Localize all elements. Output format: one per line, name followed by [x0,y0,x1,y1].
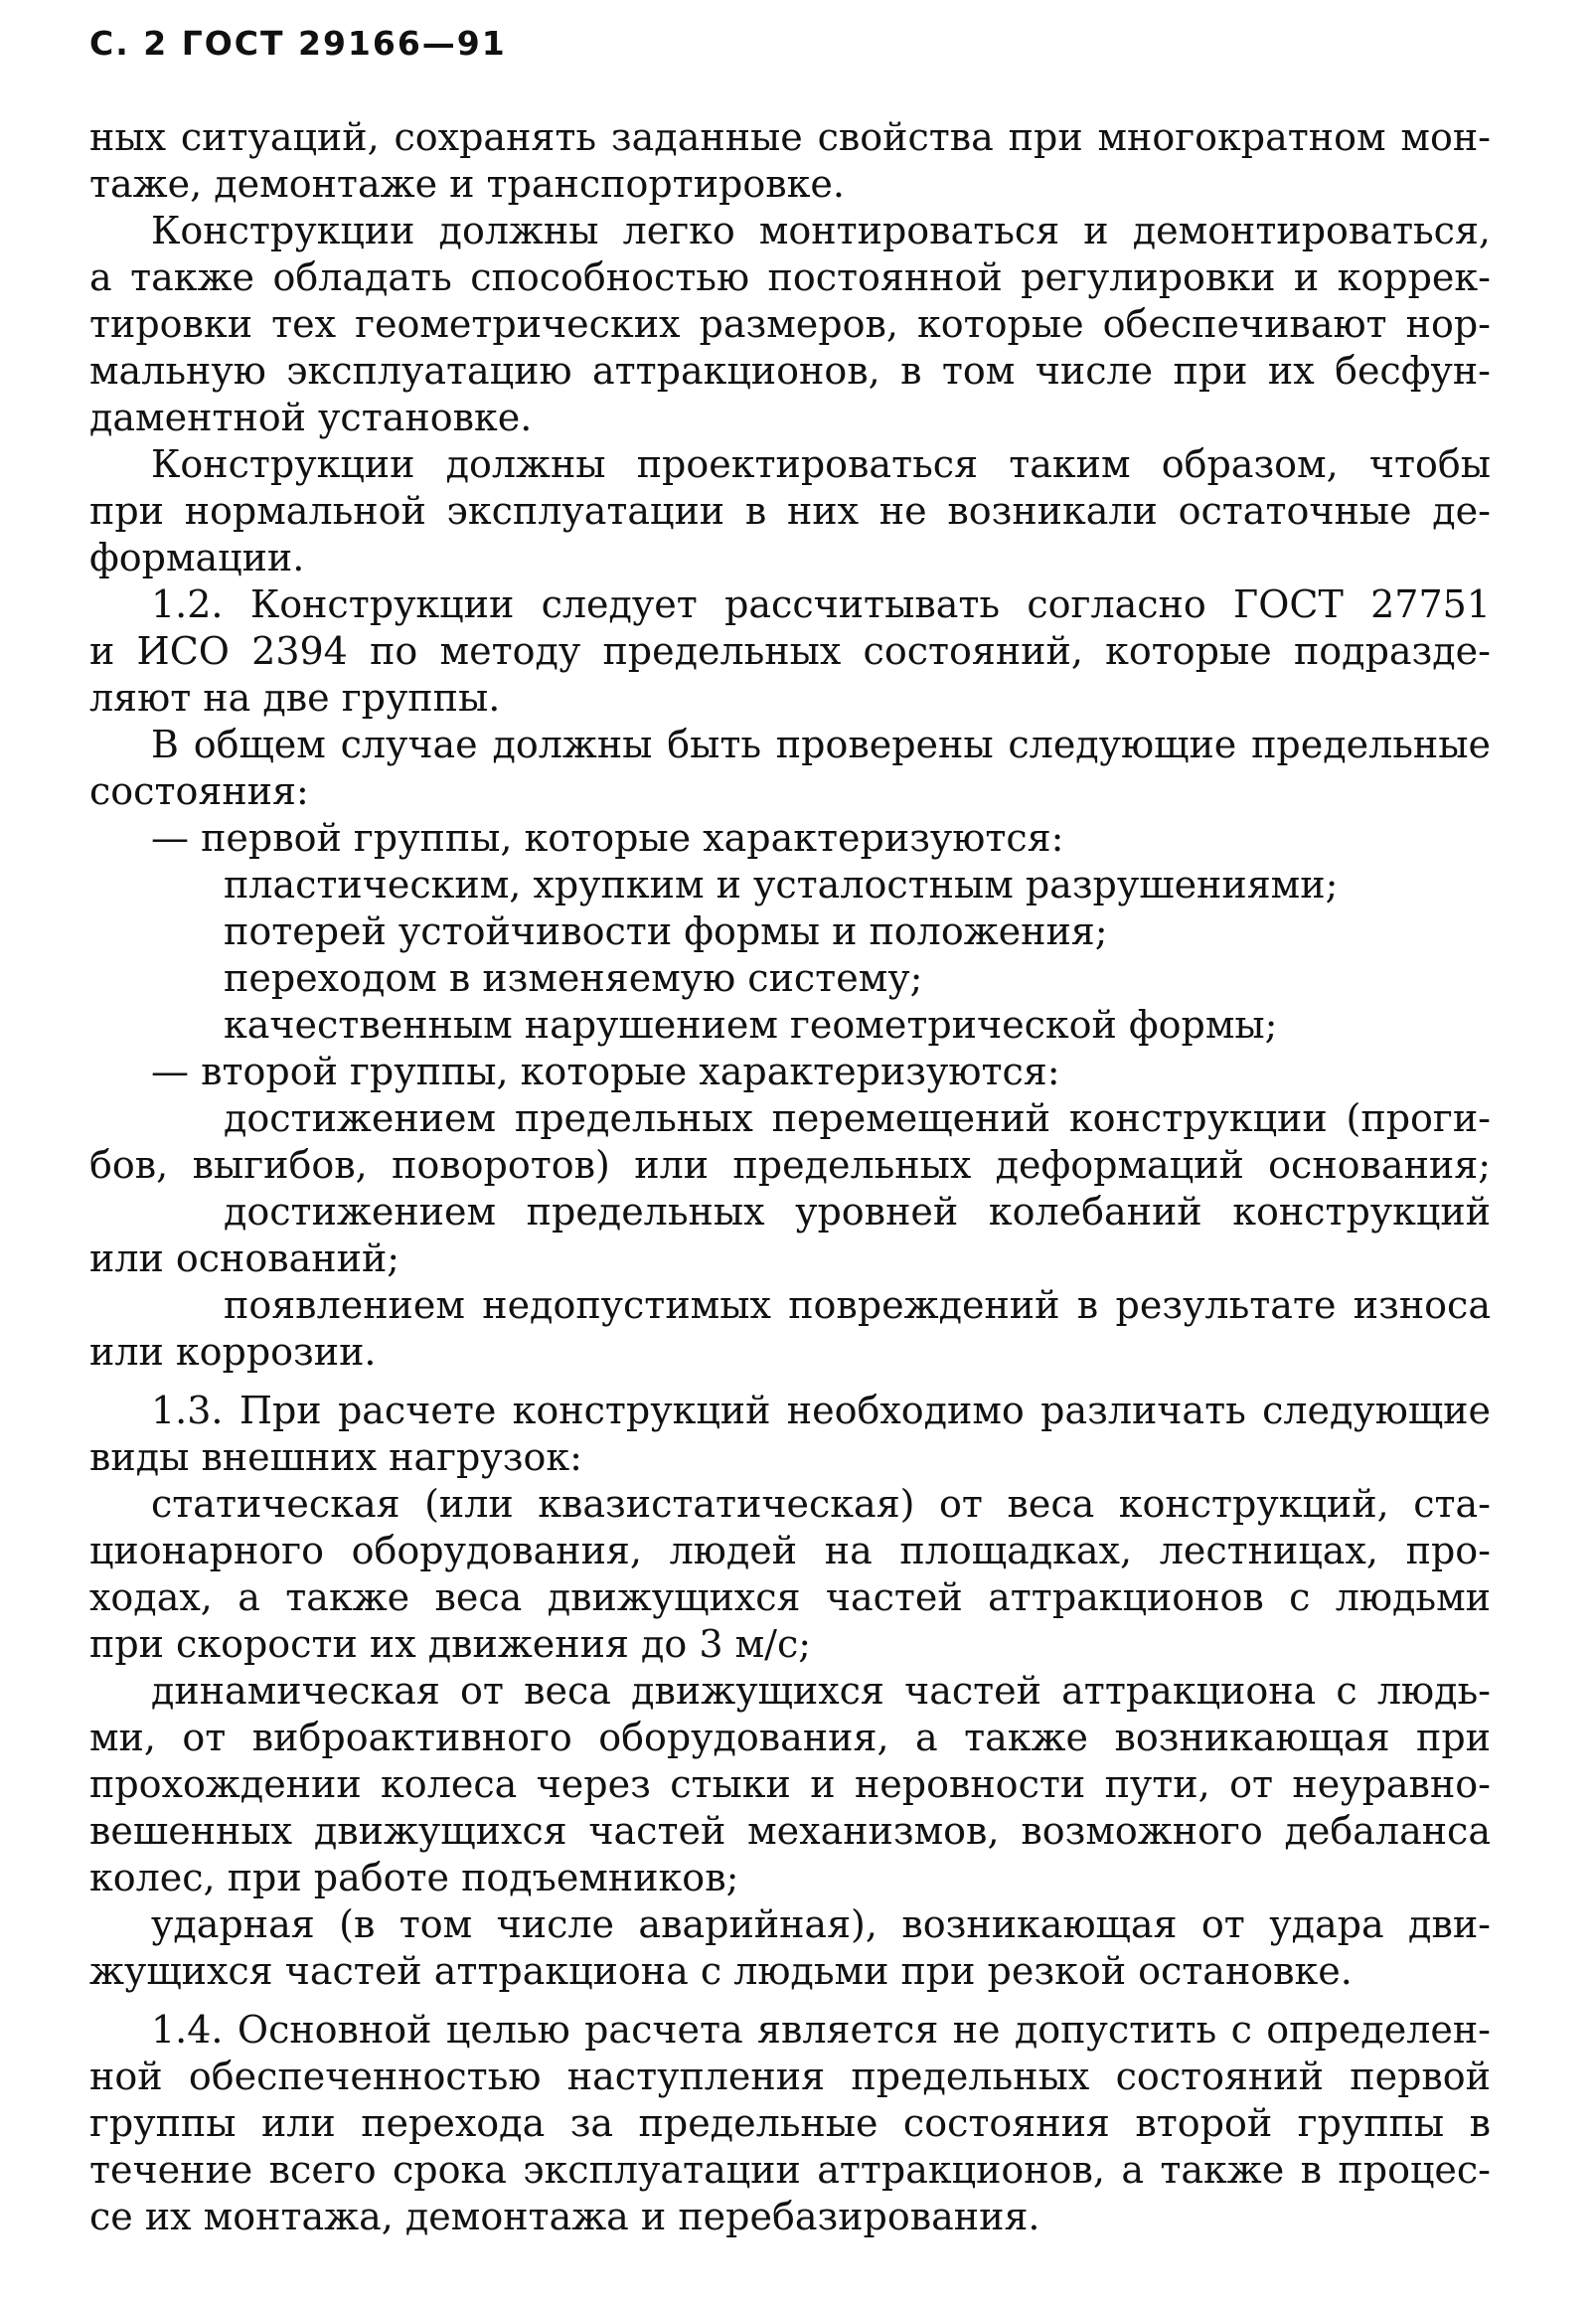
text-line: вешенных движущихся частей механизмов, возможного дебаланса [89,1809,1491,1853]
text-line: прохождении колеса через стыки и неровности пути, от неуравно- [89,1762,1491,1806]
text-line: Конструкции должны легко монтироваться и демонтироваться, [151,209,1491,252]
text-line: таже, демонтаже и транспортировке. [89,162,845,206]
text-line: ляют на две группы. [89,676,501,720]
text-line: ной обеспеченностью наступления предельных состояний первой [89,2055,1491,2098]
text-line: появлением недопустимых повреждений в результате износа [224,1283,1491,1327]
text-line: или оснований; [89,1236,400,1280]
text-line: ударная (в том числе аварийная), возникающая от удара дви- [151,1902,1491,1946]
text-line: динамическая от веса движущихся частей аттракциона с людь- [151,1669,1491,1713]
text-line: при нормальной эксплуатации в них не возникали остаточные де- [89,489,1491,533]
text-line: 1.3. При расчете конструкций необходимо различать следующие [151,1389,1491,1432]
text-line: ми, от виброактивного оборудования, а также возникающая при [89,1716,1491,1759]
text-line: а также обладать способностью постоянной регулировки и коррек- [89,255,1491,299]
text-line: 1.4. Основной целью расчета является не допустить с определен- [151,2008,1491,2052]
text-line: и ИСО 2394 по методу предельных состояний, которые подразде- [89,629,1491,673]
text-line: формации. [89,536,305,579]
text-line: группы или перехода за предельные состояния второй группы в [89,2101,1491,2145]
text-line: достижением предельных уровней колебаний конструкций [224,1190,1491,1234]
text-line: достижением предельных перемещений конструкции (проги- [224,1096,1491,1140]
text-line: тировки тех геометрических размеров, которые обеспечивают нор- [89,302,1491,346]
text-line: се их монтажа, демонтажа и перебазирования. [89,2195,1040,2238]
text-line: статическая (или квазистатическая) от веса конструкций, ста- [151,1482,1491,1526]
page-header: С. 2 ГОСТ 29166—91 [89,24,507,63]
text-line: В общем случае должны быть проверены следующие предельные [151,723,1491,766]
text-line: Конструкции должны проектироваться таким образом, чтобы [151,442,1491,486]
text-line: переходом в изменяемую систему; [224,956,923,1000]
text-line: ходах, а также веса движущихся частей аттракционов с людьми [89,1575,1491,1619]
text-line: потерей устойчивости формы и положения; [224,909,1108,953]
text-line: 1.2. Конструкции следует рассчитывать согласно ГОСТ 27751 [151,582,1491,626]
body-text [89,114,1491,2240]
text-line: — второй группы, которые характеризуются: [151,1050,1060,1093]
text-line: мальную эксплуатацию аттракционов, в том числе при их бесфун- [89,349,1491,393]
text-line: — первой группы, которые характеризуются: [151,816,1064,860]
text-line: состояния: [89,769,309,813]
text-line: колес, при работе подъемников; [89,1856,739,1899]
text-line: даментной установке. [89,396,533,439]
text-line: ных ситуаций, сохранять заданные свойства при многократном мон- [89,115,1491,159]
text-line: при скорости их движения до 3 м/с; [89,1622,812,1666]
text-line: течение всего срока эксплуатации аттракционов, а также в процес- [89,2148,1491,2192]
text-line: виды внешних нагрузок: [89,1435,582,1479]
text-line: ционарного оборудования, людей на площадках, лестницах, про- [89,1529,1491,1572]
text-line: качественным нарушением геометрической формы; [224,1003,1278,1047]
text-line: бов, выгибов, поворотов) или предельных деформаций основания; [89,1143,1491,1187]
text-line: или коррозии. [89,1330,377,1374]
text-line: жущихся частей аттракциона с людьми при резкой остановке. [89,1949,1353,1993]
text-line: пластическим, хрупким и усталостным разрушениями; [224,863,1339,906]
